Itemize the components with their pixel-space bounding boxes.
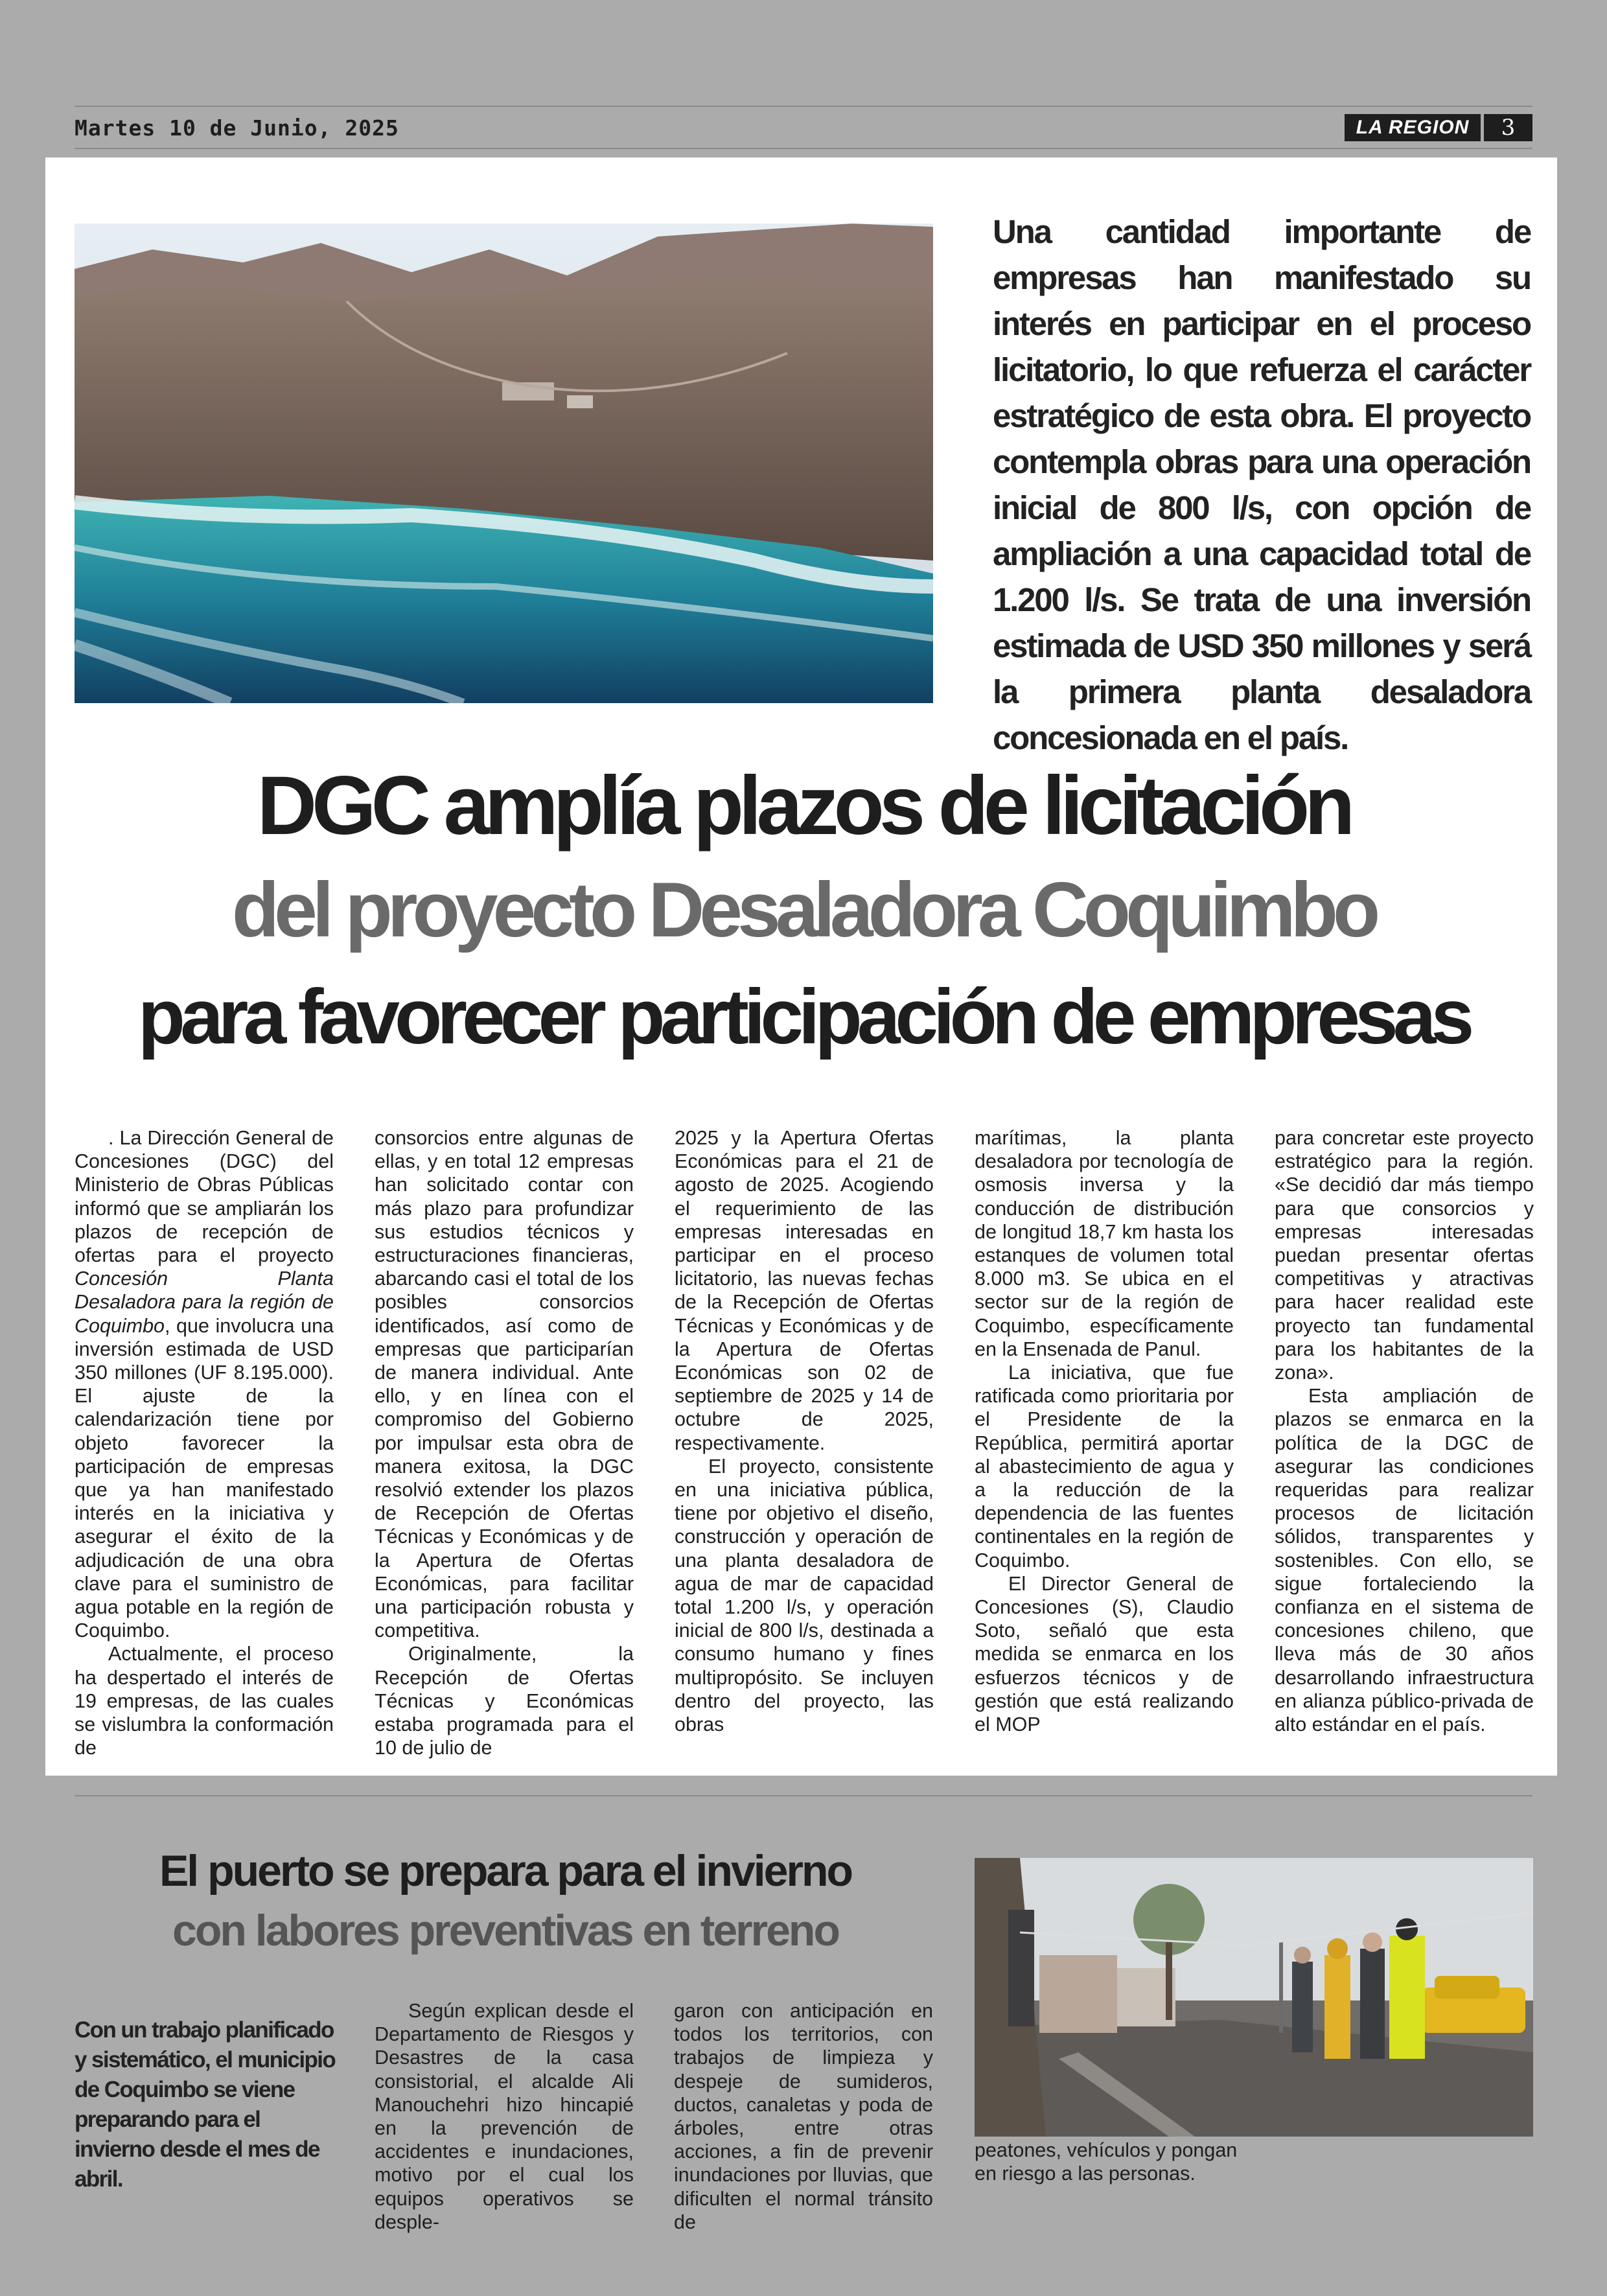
second-article-column-2 [375, 1999, 634, 2234]
second-headline-line-1: El puerto se prepara para el invierno [159, 1846, 852, 1896]
article-paragraph: garon con anticipación en todos los territorios, con trabajos de limpieza y despeje de sumideros, ductos, canaletas y poda de árboles, entre otras acciones, a fin de prevenir inundaciones por lluvias, que dificulten el normal tránsito de [674, 2000, 933, 2233]
text-run: . La Dirección General de Concesiones (DGC) del Ministerio de Obras Públicas informó que se ampliarán los plazos de recepción de ofertas para el proyecto [75, 1127, 334, 1267]
article-column-4 [975, 1126, 1234, 1736]
issue-date: Martes 10 de Junio, 2025 [75, 115, 399, 141]
header-rule-top [75, 106, 1532, 107]
header-rule-bottom [75, 148, 1532, 149]
article-column-3 [675, 1126, 934, 1736]
article-body [75, 1126, 1534, 1759]
article-paragraph: La iniciativa, que fue ratificada como prioritaria por el Presidente de la República, permitirá aportar al abastecimiento de agua y a la reducción de la dependencia de las fuentes continentales en la región de Coquimbo. [975, 1362, 1234, 1571]
coastline-aerial-photo [75, 224, 933, 703]
article-column-1 [75, 1126, 334, 1759]
project-name-italic: Concesión Planta Desaladora para la región de Coquimbo [75, 1268, 334, 1337]
article-paragraph: consorcios entre algunas de ellas, y en total 12 empresas han solicitado contar con más plazo para profundizar sus estudios técnicos y estructuraciones financieras, abarcando casi el total de los posibles consorcios identificados, así como de empresas que participarían de manera individual. Ante ello, y en línea con el compromiso del Gobierno por impulsar esta obra de manera exitosa, la DGC resolvió extender los plazos de Recepción de Ofertas Técnicas y Económicas y de la Apertura de Ofertas Económicas, para facilitar una participación robusta y competitiva. [375, 1127, 634, 1642]
page-number: 3 [1484, 114, 1532, 141]
article-paragraph: El proyecto, consistente en una iniciativa pública, tiene por objetivo el diseño, construcción y operación de una planta desaladora de agua de mar de capacidad total 1.200 l/s, y operación inicial de 800 l/s, destinada a consumo humano y fines multipropósito. Se incluyen dentro del proyecto, las obras [675, 1455, 934, 1736]
article-paragraph [75, 1126, 334, 1642]
text-run: , que involucra una inversión estimada de USD 350 millones (UF 8.195.000). El ajuste de la calendarización tiene por objeto favorecer la participación de empresas que ya han manifestado interés en la iniciativa y asegurar el éxito de la adjudicación de una obra clave para el suministro de agua potable en la región de Coquimbo. [75, 1314, 334, 1642]
article-column-2 [375, 1126, 634, 1759]
second-article-column-3 [674, 1999, 933, 2234]
story-lead: Una cantidad importante de empresas han manifestado su interés en participar en el proceso licitatorio, lo que refuerza el carácter estratégico de esta obra. El proyecto contempla obras para una operación inicial de 800 l/s, con opción de ampliación a una capacidad total de 1.200 l/s. Se trata de una inversión estimada de USD 350 millones y será la primera planta desaladora concesionada en el país. [993, 213, 1531, 756]
article-paragraph: para concretar este proyecto estratégico para la región. «Se decidió dar más tiempo para que consorcios y empresas interesadas puedan presentar ofertas competitivas y atractivas para hacer realidad este proyecto tan fundamental para los habitantes de la zona». [1275, 1127, 1534, 1384]
article-paragraph: marítimas, la planta desaladora por tecnología de osmosis inversa y la conducción de distribución de longitud 18,7 km hasta los estanques de volumen total 8.000 m3. Se ubica en el sector sur de la región de Coquimbo, específicamente en la Ensenada de Panul. [975, 1127, 1234, 1360]
article-paragraph: El Director General de Concesiones (S), Claudio Soto, señaló que esta medida se enmarca en los esfuerzos técnicos y de gestión que está realizando el MOP [975, 1572, 1234, 1736]
article-paragraph: Originalmente, la Recepción de Ofertas Técnicas y Económicas estaba programada para el 10 de julio de [375, 1643, 634, 1759]
street-workers-photo [975, 1858, 1533, 2137]
publication-logo: LA REGION [1345, 114, 1481, 141]
section-divider [75, 1795, 1532, 1796]
article-paragraph: Actualmente, el proceso ha despertado el interés de 19 empresas, de las cuales se vislumbra la conformación de [75, 1643, 334, 1759]
headline-line-3: para favorecer participación de empresas [137, 973, 1470, 1060]
article-paragraph: Esta ampliación de plazos se enmarca en la política de la DGC de asegurar las condiciones requeridas para realizar procesos de licitación sólidos, transparentes y sostenibles. Con ello, se sigue fortaleciendo la confianza en el sistema de concesiones chileno, que lleva más de 30 años desarrollando infraestructura en alianza público-privada de alto estándar en el país. [1275, 1385, 1534, 1736]
headline-line-1: DGC amplía plazos de licitación [257, 760, 1350, 852]
article-paragraph: Según explican desde el Departamento de Riesgos y Desastres de la casa consistorial, el alcalde Ali Manouchehri hizo hincapié en la prevención de accidentes e inundaciones, motivo por el cual los equipos operativos se desple- [375, 2000, 634, 2233]
second-story-lead: Con un trabajo planificado y sistemático, el municipio de Coquimbo se viene preparando para el invierno desde el mes de abril. [75, 2017, 336, 2192]
article-paragraph: 2025 y la Apertura Ofertas Económicas para el 21 de agosto de 2025. Acogiendo el requerimiento de las empresas interesadas en participar en el proceso licitatorio, las nuevas fechas de la Recepción de Ofertas Técnicas y Económicas y de la Apertura de Ofertas Económicas son 02 de septiembre de 2025 y 14 de octubre de 2025, respectivamente. [675, 1127, 934, 1454]
article-column-5 [1275, 1126, 1534, 1736]
second-headline-line-2: con labores preventivas en terreno [172, 1906, 838, 1955]
headline-line-2: del proyecto Desaladora Coquimbo [231, 866, 1376, 953]
continued-text: peatones, vehículos y pongan en riesgo a las personas. [975, 2139, 1260, 2185]
